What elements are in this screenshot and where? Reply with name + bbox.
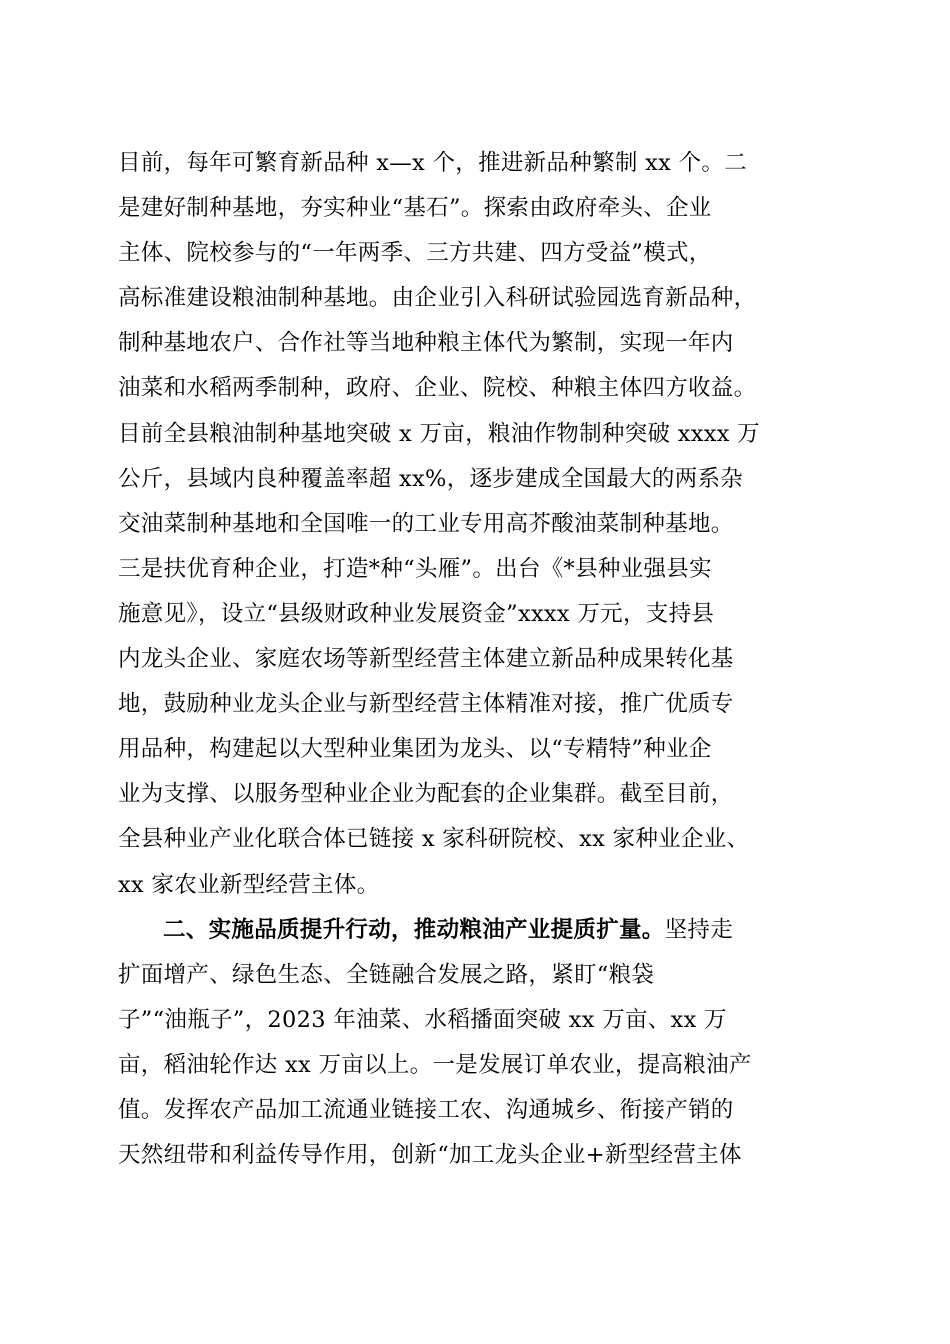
body-line: 目前，每年可繁育新品种 x—x 个，推进新品种繁制 xx 个。二 (118, 150, 747, 176)
body-line: 扩面增产、绿色生态、全链融合发展之路，紧盯“粮袋 (118, 961, 655, 988)
body-line: 内龙头企业、家庭农场等新型经营主体建立新品种成果转化基 (118, 646, 734, 673)
body-line: 天然纽带和利益传导作用，创新“加工龙头企业+新型经营主体 (118, 1142, 742, 1169)
body-line: 主体、院校参与的“一年两季、三方共建、四方受益”模式， (118, 240, 712, 267)
body-line: 是建好制种基地，夯实种业“基石”。探索由政府牵头、企业 (118, 195, 712, 222)
body-line: 目前全县粮油制种基地突破 x 万亩，粮油作物制种突破 xxxx 万 (118, 420, 760, 447)
body-line: 全县种业产业化联合体已链接 x 家科研院校、xx 家种业企业、 (118, 826, 750, 853)
body-line: 业为支撑、以服务型种业企业为配套的企业集群。截至目前， (118, 781, 734, 808)
body-line: 油菜和水稻两季制种，政府、企业、院校、种粮主体四方收益。 (118, 375, 757, 402)
section-heading-rest: 坚持走 (664, 916, 734, 943)
body-line: 高标准建设粮油制种基地。由企业引入科研试验园选育新品种， (118, 285, 757, 312)
body-line: 公斤，县域内良种覆盖率超 xx%，逐步建成全国最大的两系杂 (118, 465, 744, 492)
body-line: 亩，稻油轮作达 xx 万亩以上。一是发展订单农业，提高粮油产 (118, 1051, 752, 1078)
body-line: 值。发挥农产品加工流通业链接工农、沟通城乡、衔接产销的 (118, 1096, 734, 1123)
body-line: 施意见》，设立“县级财政种业发展资金”xxxx 万元，支持县 (118, 600, 715, 627)
body-line: 地，鼓励种业龙头企业与新型经营主体精准对接，推广优质专 (118, 691, 734, 718)
body-line: 交油菜制种基地和全国唯一的工业专用高芥酸油菜制种基地。 (118, 510, 734, 537)
body-line: 三是扶优育种企业，打造*种“头雁”。出台《*县种业强县实 (118, 555, 712, 582)
body-line: xx 家农业新型经营主体。 (118, 871, 380, 898)
section-heading: 二、实施品质提升行动，推动粮油产业提质扩量。 (163, 916, 665, 943)
document-body (118, 141, 838, 1178)
section-heading-line (118, 908, 838, 953)
body-line: 制种基地农户、合作社等当地种粮主体代为繁制，实现一年内 (118, 330, 734, 357)
body-line: 用品种，构建起以大型种业集团为龙头、以“专精特”种业企 (118, 736, 712, 763)
body-line: 子”“油瓶子”，2023 年油菜、水稻播面突破 xx 万亩、xx 万 (118, 1006, 727, 1033)
